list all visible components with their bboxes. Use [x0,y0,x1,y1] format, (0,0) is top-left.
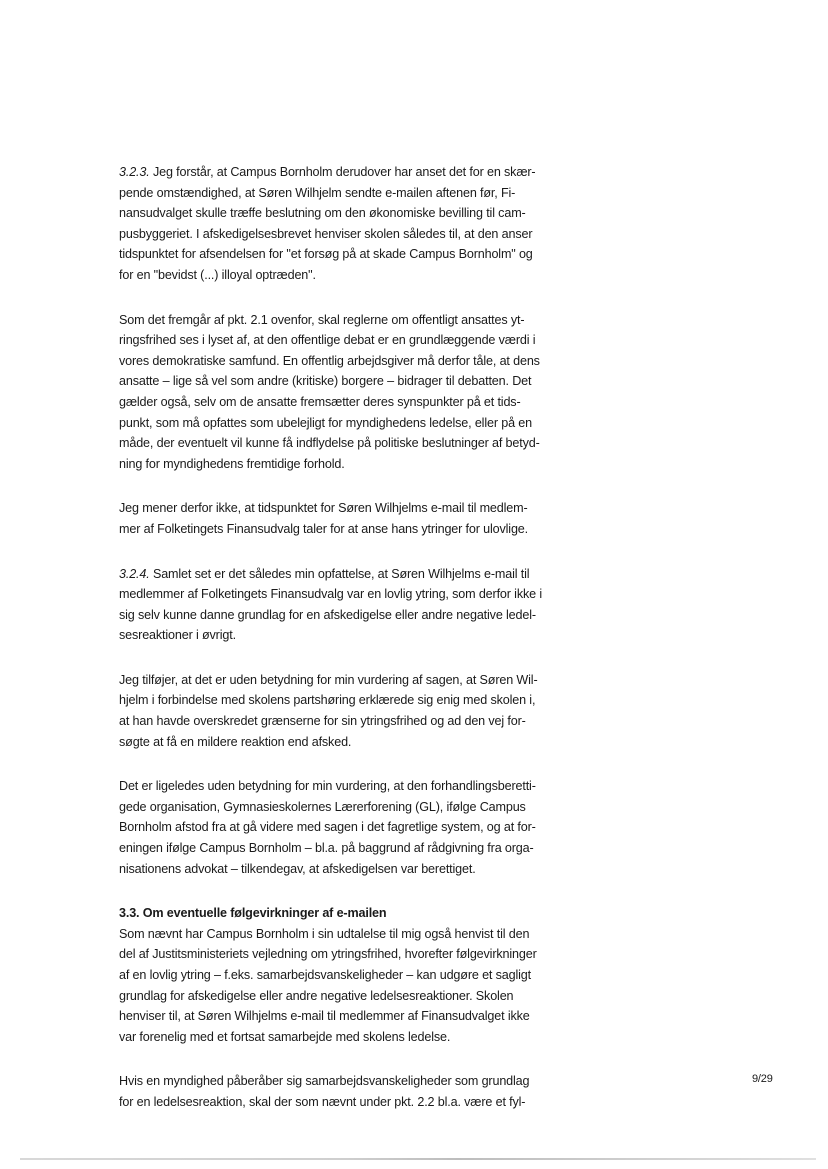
text-line: nansudvalget skulle træffe beslutning om den økonomiske bevilling til cam- [119,206,526,221]
text-line: del af Justitsministeriets vejledning om ytringsfrihed, hvorefter følgevirkninger [119,947,537,962]
text-line: sig selv kunne danne grundlag for en afskedigelse eller andre negative ledel- [119,607,536,622]
section-heading: 3.3. Om eventuelle følgevirkninger af e-mailen [119,906,387,921]
text-line: Som nævnt har Campus Bornholm i sin udtalelse til mig også henvist til den [119,926,530,941]
paragraph [119,776,579,879]
text-line: pusbyggeriet. I afskedigelsesbrevet henviser skolen således til, at den anser [119,226,533,241]
text-line: for en ledelsesreaktion, skal der som nævnt under pkt. 2.2 bl.a. være et fyl- [119,1094,526,1109]
text-line: for en "bevidst (...) illoyal optræden". [119,267,316,282]
footer-divider [20,1158,816,1160]
text-line: af en lovlig ytring – f.eks. samarbejdsvanskeligheder – kan udgøre et sagligt [119,968,531,982]
text-line: måde, der eventuelt vil kunne få indflydelse på politiske beslutninger af betyd- [119,436,540,451]
paragraph [119,310,579,475]
text-line: hjelm i forbindelse med skolens partshøring erklærede sig enig med skolen i, [119,693,536,708]
text-line: mer af Folketingets Finansudvalg taler for at anse hans ytringer for ulovlige. [119,521,529,536]
text-line: eningen ifølge Campus Bornholm – bl.a. på baggrund af rådgivning fra orga- [119,841,534,856]
text-line: grundlag for afskedigelse eller andre negative ledelsesreaktioner. Skolen [119,988,514,1003]
text-line: Bornholm afstod fra at gå videre med sagen i det fagretlige system, og at for- [119,820,536,835]
page-number: 9/29 [752,1073,773,1085]
text-line: Det er ligeledes uden betydning for min vurdering, at den forhandlingsberetti- [119,779,536,794]
paragraph-3-2-3 [119,162,579,286]
section-3-3 [119,903,579,1047]
text-line: gede organisation, Gymnasieskolernes Lærerforening (GL), ifølge Campus [119,799,526,814]
text-line: at han havde overskredet grænserne for sin ytringsfrihed og ad den vej for- [119,714,526,729]
section-number: 3.2.3. [119,165,150,179]
text-line: 3.2.4. Samlet set er det således min opfattelse, at Søren Wilhjelms e-mail til [119,566,530,581]
text-line: sesreaktioner i øvrigt. [119,628,236,643]
paragraph-3-2-4 [119,564,579,646]
text-line: var forenelig med et fortsat samarbejde med skolens ledelse. [119,1029,451,1044]
paragraph [119,498,579,539]
text-line: vores demokratiske samfund. En offentlig arbejdsgiver må derfor tåle, at dens [119,353,540,368]
paragraph [119,1071,579,1112]
text-line: medlemmer af Folketingets Finansudvalg var en lovlig ytring, som derfor ikke i [119,587,542,602]
paragraph [119,670,579,752]
text-line: Jeg mener derfor ikke, at tidspunktet for Søren Wilhjelms e-mail til medlem- [119,501,528,516]
text-line: søgte at få en mildere reaktion end afsked. [119,734,352,749]
text-line: ansatte – lige så vel som andre (kritiske) borgere – bidrager til debatten. Det [119,374,532,389]
text-line: ringsfrihed ses i lyset af, at den offentlige debat er en grundlæggende værdi i [119,333,536,348]
document-body [119,162,579,1137]
text-line: Jeg tilføjer, at det er uden betydning for min vurdering af sagen, at Søren Wil- [119,672,538,687]
text-line: Hvis en myndighed påberåber sig samarbejdsvanskeligheder som grundlag [119,1074,530,1089]
text-line: gælder også, selv om de ansatte fremsætter deres synspunkter på et tids- [119,394,521,409]
text-line: henviser til, at Søren Wilhjelms e-mail til medlemmer af Finansudvalget ikke [119,1009,530,1024]
text-line: pende omstændighed, at Søren Wilhjelm sendte e-mailen aftenen før, Fi- [119,185,516,200]
text-line: punkt, som må opfattes som ubelejligt for myndighedens ledelse, eller på en [119,415,532,430]
text-line: ning for myndighedens fremtidige forhold. [119,456,345,471]
text-line: 3.2.3. Jeg forstår, at Campus Bornholm derudover har anset det for en skær- [119,165,536,179]
text-line: nisationens advokat – tilkendegav, at afskedigelsen var berettiget. [119,861,476,876]
text-line: Som det fremgår af pkt. 2.1 ovenfor, skal reglerne om offentligt ansattes yt- [119,312,525,327]
text-line: tidspunktet for afsendelsen for "et forsøg på at skade Campus Bornholm" og [119,247,533,262]
section-number: 3.2.4. [119,566,150,581]
